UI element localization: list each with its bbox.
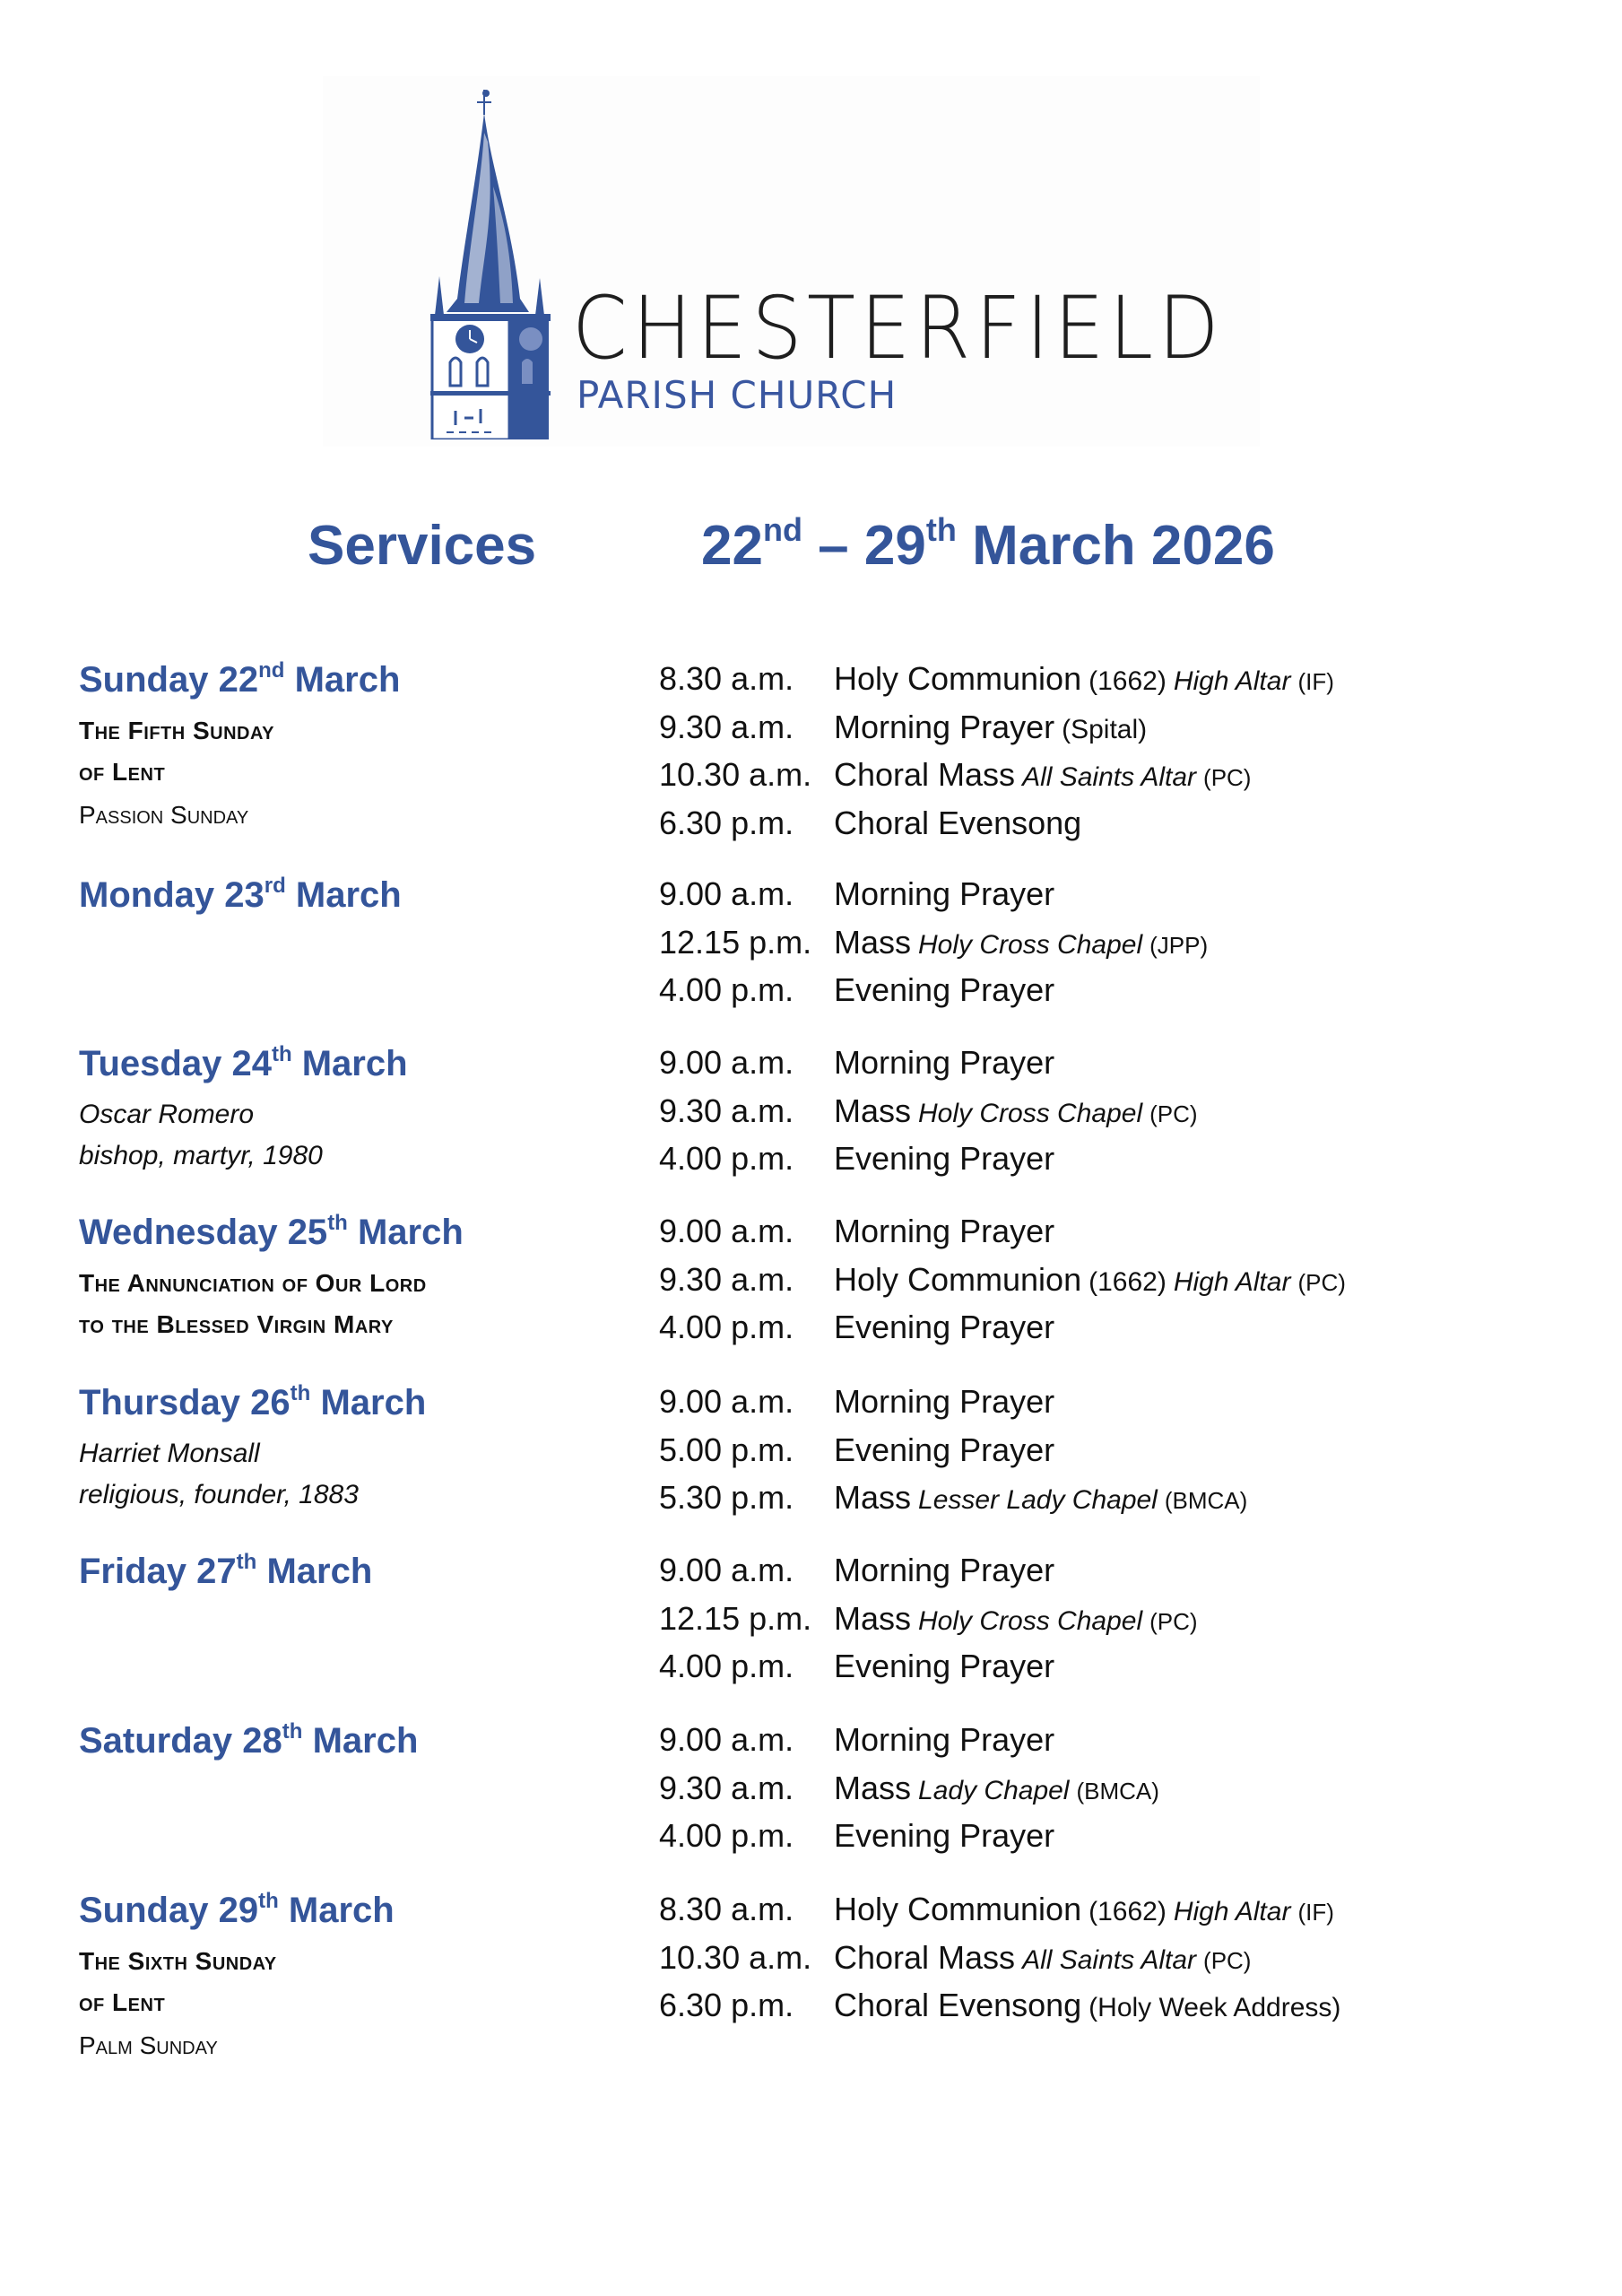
service-row [659,1600,1600,1648]
service-location: Holy Cross Chapel [918,929,1143,960]
service-row [659,1213,1600,1261]
service-row [659,1383,1600,1431]
service-note: (1662) [1089,666,1167,696]
weekday: Sunday [79,660,209,700]
day-heading [79,1719,635,1761]
day-suffix: th [327,1211,348,1235]
service-name: Evening Prayer [834,1140,1055,1177]
commemoration: bishop, martyr, 1980 [79,1141,323,1170]
service-list [659,660,1600,852]
service-row [659,1817,1600,1866]
service-list [659,1552,1600,1696]
service-location: Holy Cross Chapel [918,1098,1143,1128]
day-info [79,1550,635,1591]
service-row [659,1092,1600,1141]
service-time: 4.00 p.m. [659,1817,794,1854]
observance-title: of Lent [79,758,166,786]
service-time: 9.30 a.m. [659,1091,794,1129]
service-location: High Altar [1173,1897,1291,1926]
logo-wordmark: CHESTERFIELD [572,278,1225,378]
service-row [659,971,1600,1020]
service-row [659,804,1600,853]
day-number: 22 [218,660,259,700]
observance-title: of Lent [79,1988,166,2016]
crooked-spire-icon [429,88,554,439]
day-suffix: th [236,1550,257,1574]
day-info [79,1889,635,2068]
day-number: 24 [231,1044,272,1083]
service-time: 5.00 p.m. [659,1431,794,1468]
service-officiant: (BMCA) [1164,1487,1248,1514]
service-name: Mass [834,923,912,961]
day-suffix: th [290,1381,311,1405]
day-info [79,874,635,915]
service-row [659,1479,1600,1527]
service-time: 12.15 p.m. [659,923,812,961]
service-time: 8.30 a.m. [659,1891,794,1927]
service-time: 9.00 a.m. [659,1383,794,1420]
service-row [659,1552,1600,1600]
day-heading [79,1381,635,1422]
service-time: 9.30 a.m. [659,1260,794,1298]
date-range [701,511,1275,577]
month: March [294,660,401,700]
service-row [659,1939,1600,1987]
service-name: Evening Prayer [834,1648,1055,1684]
page-title: Services [308,515,537,577]
service-officiant: (PC) [1203,764,1252,791]
service-officiant: (PC) [1149,1100,1198,1127]
service-list [659,1044,1600,1188]
service-time: 9.00 a.m. [659,1213,794,1249]
service-list [659,1721,1600,1866]
service-time: 4.00 p.m. [659,1309,794,1345]
service-time: 6.30 p.m. [659,804,794,841]
service-time: 9.30 a.m. [659,708,794,745]
observance-name: Palm Sunday [79,2031,218,2059]
weekday: Sunday [79,1891,209,1930]
weekday: Thursday [79,1383,241,1422]
service-name: Evening Prayer [834,971,1055,1008]
service-name: Morning Prayer [834,875,1055,912]
service-location: Lesser Lady Chapel [918,1485,1158,1515]
service-name: Choral Mass [834,1938,1016,1976]
range-end-day: 29 [863,515,926,577]
range-separator: – [802,515,864,577]
day-heading [79,658,635,700]
day-heading [79,1550,635,1591]
service-time: 8.30 a.m. [659,660,794,697]
day-heading [79,1211,635,1252]
day-suffix: rd [264,874,286,898]
service-name: Evening Prayer [834,1817,1055,1854]
service-note: (1662) [1089,1266,1167,1297]
weekday: Friday [79,1552,187,1591]
month: March [295,875,402,915]
month: March [320,1383,427,1422]
observance-title: The Sixth Sunday [79,1947,277,1975]
month: March [357,1213,464,1252]
service-row [659,924,1600,972]
day-info [79,1381,635,1516]
range-month-year: March 2026 [956,515,1275,577]
service-time: 9.00 a.m. [659,875,794,912]
service-location: All Saints Altar [1022,762,1197,792]
service-name: Mass [834,1091,912,1129]
day-heading [79,1042,635,1083]
observance-name: Passion Sunday [79,801,249,829]
service-row [659,756,1600,804]
service-name: Morning Prayer [834,1383,1055,1420]
service-row [659,1261,1600,1309]
day-number: 26 [250,1383,291,1422]
service-row [659,1309,1600,1357]
day-suffix: th [271,1042,292,1066]
weekday: Monday [79,875,215,915]
service-time: 12.15 p.m. [659,1599,812,1637]
observance-title: The Annunciation of Our Lord [79,1269,427,1297]
logo-subtitle: PARISH CHURCH [577,373,898,417]
service-row [659,709,1600,757]
weekday: Tuesday [79,1044,222,1083]
day-info [79,1042,635,1177]
service-list [659,875,1600,1020]
day-info [79,658,635,838]
day-suffix: th [282,1719,303,1744]
service-time: 4.00 p.m. [659,1140,794,1177]
service-name: Evening Prayer [834,1431,1055,1468]
service-name: Choral Evensong [834,804,1082,841]
day-number: 23 [224,875,265,915]
commemoration: Oscar Romero [79,1100,255,1129]
service-location: Holy Cross Chapel [918,1605,1143,1636]
service-name: Morning Prayer [834,708,1055,745]
service-name: Mass [834,1479,912,1516]
service-time: 10.30 a.m. [659,756,812,793]
day-heading [79,1889,635,1930]
service-row [659,1648,1600,1696]
service-officiant: (IF) [1297,668,1334,695]
day-number: 28 [242,1721,282,1761]
service-location: Lady Chapel [918,1775,1070,1805]
service-time: 4.00 p.m. [659,1648,794,1684]
observance-title: The Fifth Sunday [79,717,274,744]
service-location: High Altar [1173,1266,1291,1297]
service-time: 5.30 p.m. [659,1479,794,1516]
service-time: 4.00 p.m. [659,971,794,1008]
service-officiant: (PC) [1203,1946,1252,1974]
service-time: 9.00 a.m. [659,1552,794,1588]
service-row [659,1431,1600,1480]
service-officiant: (PC) [1149,1607,1198,1635]
day-number: 27 [196,1552,237,1591]
service-location: All Saints Altar [1022,1944,1197,1975]
service-row [659,1721,1600,1770]
day-number: 29 [218,1891,259,1930]
service-row [659,1140,1600,1188]
service-time: 9.00 a.m. [659,1044,794,1081]
service-name: Holy Communion [834,1260,1082,1298]
month: March [266,1552,373,1591]
commemoration: Harriet Monsall [79,1439,260,1468]
range-start-day: 22 [701,515,763,577]
service-time: 9.30 a.m. [659,1769,794,1806]
service-row [659,660,1600,709]
range-start-suffix: nd [762,511,802,548]
service-name: Holy Communion [834,1891,1082,1927]
month: March [301,1044,408,1083]
service-list [659,1383,1600,1527]
service-officiant: (PC) [1297,1268,1346,1296]
service-list [659,1891,1600,2035]
service-name: Morning Prayer [834,1552,1055,1588]
day-heading [79,874,635,915]
service-row [659,1891,1600,1939]
service-name: Mass [834,1599,912,1637]
service-officiant: (IF) [1297,1899,1334,1926]
commemoration: religious, founder, 1883 [79,1480,359,1509]
service-time: 9.00 a.m. [659,1721,794,1758]
service-name: Choral Mass [834,756,1016,793]
month: March [312,1721,419,1761]
service-name: Holy Communion [834,660,1082,697]
service-location: High Altar [1173,666,1291,696]
day-info [79,1211,635,1345]
weekday: Saturday [79,1721,233,1761]
service-list [659,1213,1600,1357]
service-note: (Holy Week Address) [1089,1993,1341,2022]
service-note: (Spital) [1062,714,1148,744]
service-row [659,875,1600,924]
weekday: Wednesday [79,1213,278,1252]
service-name: Mass [834,1769,912,1806]
service-row [659,1770,1600,1818]
month: March [288,1891,395,1930]
service-row [659,1044,1600,1092]
service-officiant: (BMCA) [1076,1777,1159,1805]
service-time: 6.30 p.m. [659,1987,794,2023]
service-time: 10.30 a.m. [659,1938,812,1976]
service-name: Morning Prayer [834,1721,1055,1758]
service-name: Evening Prayer [834,1309,1055,1345]
service-row [659,1987,1600,2035]
day-suffix: th [258,1889,279,1913]
service-name: Choral Evensong [834,1987,1082,2023]
service-name: Morning Prayer [834,1213,1055,1249]
service-officiant: (JPP) [1149,931,1209,959]
observance-title: to the Blessed Virgin Mary [79,1310,394,1338]
day-info [79,1719,635,1761]
service-note: (1662) [1089,1897,1167,1926]
range-end-suffix: th [925,511,957,548]
service-name: Morning Prayer [834,1044,1055,1081]
day-suffix: nd [258,658,285,683]
day-number: 25 [287,1213,328,1252]
